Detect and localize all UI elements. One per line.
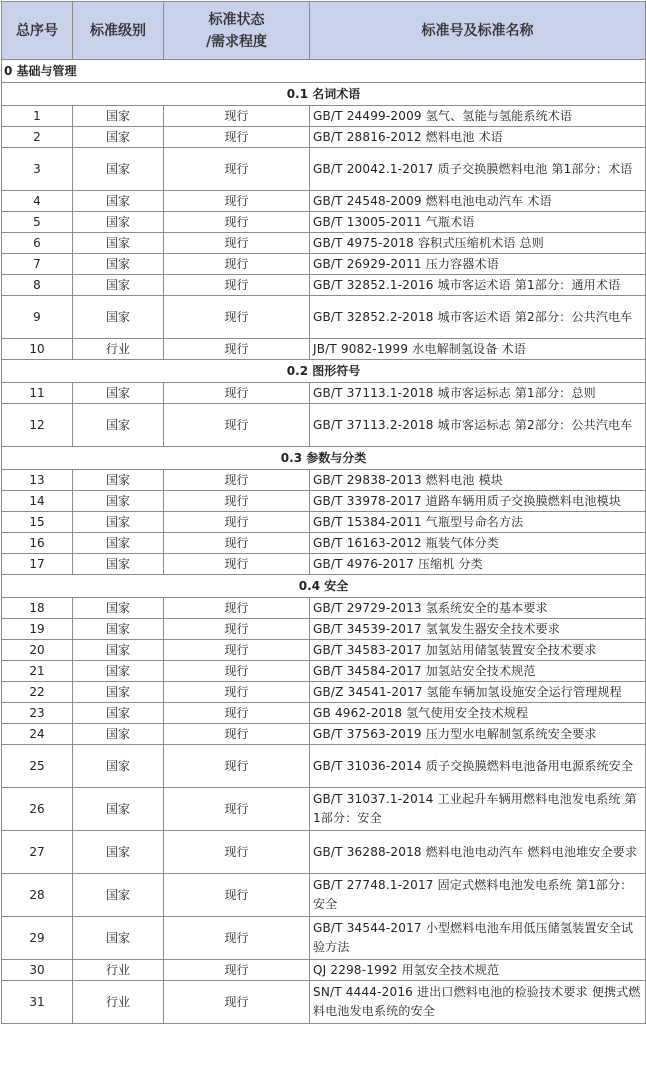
status-cell: 现行	[164, 619, 310, 640]
subsection-title: 0.1 名词术语	[2, 83, 646, 106]
status-cell: 现行	[164, 745, 310, 788]
serial-cell: 27	[2, 831, 73, 874]
status-cell: 现行	[164, 127, 310, 148]
table-row	[2, 512, 646, 533]
subsection-title: 0.3 参数与分类	[2, 447, 646, 470]
table-row	[2, 831, 646, 874]
status-cell: 现行	[164, 960, 310, 981]
header-serial: 总序号	[2, 2, 73, 60]
standard-name-cell: GB/T 36288-2018 燃料电池电动汽车 燃料电池堆安全要求	[310, 831, 646, 874]
subsection-row	[2, 83, 646, 106]
table-row	[2, 874, 646, 917]
standard-name-cell: GB/T 4976-2017 压缩机 分类	[310, 554, 646, 575]
standard-name-cell: SN/T 4444-2016 进出口燃料电池的检验技术要求 便携式燃料电池发电系统的安全	[310, 981, 646, 1024]
level-cell: 国家	[73, 661, 164, 682]
level-cell: 国家	[73, 682, 164, 703]
section-row	[2, 60, 646, 83]
table-header-row	[2, 2, 646, 60]
table-row	[2, 788, 646, 831]
level-cell: 国家	[73, 874, 164, 917]
standard-name-cell: GB/T 34583-2017 加氢站用储氢装置安全技术要求	[310, 640, 646, 661]
serial-cell: 16	[2, 533, 73, 554]
table-row	[2, 703, 646, 724]
serial-cell: 20	[2, 640, 73, 661]
serial-cell: 26	[2, 788, 73, 831]
status-cell: 现行	[164, 148, 310, 191]
level-cell: 行业	[73, 981, 164, 1024]
standard-name-cell: GB/T 24548-2009 燃料电池电动汽车 术语	[310, 191, 646, 212]
table-row	[2, 148, 646, 191]
serial-cell: 14	[2, 491, 73, 512]
table-row	[2, 554, 646, 575]
standard-name-cell: GB/T 29838-2013 燃料电池 模块	[310, 470, 646, 491]
table-row	[2, 745, 646, 788]
standard-name-cell: GB/T 16163-2012 瓶装气体分类	[310, 533, 646, 554]
serial-cell: 18	[2, 598, 73, 619]
table-row	[2, 275, 646, 296]
serial-cell: 2	[2, 127, 73, 148]
serial-cell: 8	[2, 275, 73, 296]
subsection-row	[2, 575, 646, 598]
status-cell: 现行	[164, 703, 310, 724]
standard-name-cell: GB/T 37113.1-2018 城市客运标志 第1部分：总则	[310, 383, 646, 404]
serial-cell: 5	[2, 212, 73, 233]
level-cell: 国家	[73, 127, 164, 148]
level-cell: 国家	[73, 724, 164, 745]
table-row	[2, 106, 646, 127]
serial-cell: 6	[2, 233, 73, 254]
table-row	[2, 682, 646, 703]
level-cell: 国家	[73, 296, 164, 339]
level-cell: 国家	[73, 554, 164, 575]
standard-name-cell: GB/T 20042.1-2017 质子交换膜燃料电池 第1部分：术语	[310, 148, 646, 191]
level-cell: 国家	[73, 512, 164, 533]
standard-name-cell: GB/T 34544-2017 小型燃料电池车用低压储氢装置安全试验方法	[310, 917, 646, 960]
serial-cell: 25	[2, 745, 73, 788]
standard-name-cell: QJ 2298-1992 用氢安全技术规范	[310, 960, 646, 981]
status-cell: 现行	[164, 640, 310, 661]
status-cell: 现行	[164, 724, 310, 745]
level-cell: 国家	[73, 917, 164, 960]
standard-name-cell: JB/T 9082-1999 水电解制氢设备 术语	[310, 339, 646, 360]
table-row	[2, 640, 646, 661]
table-row	[2, 383, 646, 404]
table-row	[2, 470, 646, 491]
standard-name-cell: GB/T 32852.1-2016 城市客运术语 第1部分：通用术语	[310, 275, 646, 296]
standard-name-cell: GB/T 34539-2017 氢氧发生器安全技术要求	[310, 619, 646, 640]
level-cell: 国家	[73, 640, 164, 661]
table-row	[2, 339, 646, 360]
standard-name-cell: GB/T 4975-2018 容积式压缩机术语 总则	[310, 233, 646, 254]
subsection-title: 0.2 图形符号	[2, 360, 646, 383]
level-cell: 国家	[73, 745, 164, 788]
level-cell: 国家	[73, 831, 164, 874]
standard-name-cell: GB/T 37563-2019 压力型水电解制氢系统安全要求	[310, 724, 646, 745]
table-row	[2, 254, 646, 275]
level-cell: 国家	[73, 404, 164, 447]
status-cell: 现行	[164, 470, 310, 491]
standard-name-cell: GB/T 33978-2017 道路车辆用质子交换膜燃料电池模块	[310, 491, 646, 512]
standard-name-cell: GB/T 13005-2011 气瓶术语	[310, 212, 646, 233]
serial-cell: 31	[2, 981, 73, 1024]
header-status	[164, 2, 310, 60]
status-cell: 现行	[164, 981, 310, 1024]
serial-cell: 9	[2, 296, 73, 339]
table-row	[2, 191, 646, 212]
table-row	[2, 533, 646, 554]
standard-name-cell: GB/T 37113.2-2018 城市客运标志 第2部分：公共汽电车	[310, 404, 646, 447]
serial-cell: 3	[2, 148, 73, 191]
level-cell: 国家	[73, 788, 164, 831]
level-cell: 行业	[73, 339, 164, 360]
status-cell: 现行	[164, 874, 310, 917]
table-row	[2, 233, 646, 254]
level-cell: 国家	[73, 619, 164, 640]
status-cell: 现行	[164, 554, 310, 575]
table-row	[2, 661, 646, 682]
status-cell: 现行	[164, 275, 310, 296]
serial-cell: 15	[2, 512, 73, 533]
level-cell: 行业	[73, 960, 164, 981]
serial-cell: 29	[2, 917, 73, 960]
status-cell: 现行	[164, 533, 310, 554]
table-row	[2, 619, 646, 640]
table-row	[2, 404, 646, 447]
level-cell: 国家	[73, 491, 164, 512]
serial-cell: 17	[2, 554, 73, 575]
level-cell: 国家	[73, 106, 164, 127]
table-row	[2, 917, 646, 960]
level-cell: 国家	[73, 703, 164, 724]
standard-name-cell: GB/T 15384-2011 气瓶型号命名方法	[310, 512, 646, 533]
table-row	[2, 491, 646, 512]
table-row	[2, 724, 646, 745]
level-cell: 国家	[73, 383, 164, 404]
serial-cell: 4	[2, 191, 73, 212]
status-cell: 现行	[164, 404, 310, 447]
status-cell: 现行	[164, 491, 310, 512]
serial-cell: 1	[2, 106, 73, 127]
status-cell: 现行	[164, 598, 310, 619]
standard-name-cell: GB/T 28816-2012 燃料电池 术语	[310, 127, 646, 148]
header-level: 标准级别	[73, 2, 164, 60]
section-title: 0 基础与管理	[2, 60, 646, 83]
serial-cell: 21	[2, 661, 73, 682]
header-standard-name: 标准号及标准名称	[310, 2, 646, 60]
level-cell: 国家	[73, 148, 164, 191]
status-cell: 现行	[164, 661, 310, 682]
header-status-line1: 标准状态	[208, 11, 265, 28]
level-cell: 国家	[73, 533, 164, 554]
status-cell: 现行	[164, 191, 310, 212]
level-cell: 国家	[73, 470, 164, 491]
serial-cell: 24	[2, 724, 73, 745]
status-cell: 现行	[164, 788, 310, 831]
level-cell: 国家	[73, 275, 164, 296]
status-cell: 现行	[164, 512, 310, 533]
status-cell: 现行	[164, 682, 310, 703]
subsection-row	[2, 447, 646, 470]
standard-name-cell: GB/T 29729-2013 氢系统安全的基本要求	[310, 598, 646, 619]
standard-name-cell: GB/Z 34541-2017 氢能车辆加氢设施安全运行管理规程	[310, 682, 646, 703]
standard-name-cell: GB/T 34584-2017 加氢站安全技术规范	[310, 661, 646, 682]
standards-table	[1, 1, 646, 1024]
serial-cell: 10	[2, 339, 73, 360]
standard-name-cell: GB/T 27748.1-2017 固定式燃料电池发电系统 第1部分：安全	[310, 874, 646, 917]
serial-cell: 19	[2, 619, 73, 640]
status-cell: 现行	[164, 106, 310, 127]
level-cell: 国家	[73, 212, 164, 233]
status-cell: 现行	[164, 831, 310, 874]
subsection-row	[2, 360, 646, 383]
serial-cell: 28	[2, 874, 73, 917]
table-row	[2, 960, 646, 981]
status-cell: 现行	[164, 339, 310, 360]
table-row	[2, 598, 646, 619]
serial-cell: 7	[2, 254, 73, 275]
status-cell: 现行	[164, 233, 310, 254]
table-row	[2, 981, 646, 1024]
status-cell: 现行	[164, 296, 310, 339]
level-cell: 国家	[73, 233, 164, 254]
table-row	[2, 212, 646, 233]
serial-cell: 11	[2, 383, 73, 404]
serial-cell: 13	[2, 470, 73, 491]
level-cell: 国家	[73, 254, 164, 275]
level-cell: 国家	[73, 191, 164, 212]
level-cell: 国家	[73, 598, 164, 619]
standard-name-cell: GB/T 26929-2011 压力容器术语	[310, 254, 646, 275]
table-row	[2, 127, 646, 148]
standard-name-cell: GB/T 31037.1-2014 工业起升车辆用燃料电池发电系统 第1部分：安全	[310, 788, 646, 831]
standard-name-cell: GB/T 32852.2-2018 城市客运术语 第2部分：公共汽电车	[310, 296, 646, 339]
standard-name-cell: GB/T 31036-2014 质子交换膜燃料电池备用电源系统安全	[310, 745, 646, 788]
status-cell: 现行	[164, 383, 310, 404]
status-cell: 现行	[164, 212, 310, 233]
subsection-title: 0.4 安全	[2, 575, 646, 598]
serial-cell: 30	[2, 960, 73, 981]
status-cell: 现行	[164, 917, 310, 960]
serial-cell: 22	[2, 682, 73, 703]
standard-name-cell: GB 4962-2018 氢气使用安全技术规程	[310, 703, 646, 724]
serial-cell: 23	[2, 703, 73, 724]
standard-name-cell: GB/T 24499-2009 氢气、氢能与氢能系统术语	[310, 106, 646, 127]
table-row	[2, 296, 646, 339]
status-cell: 现行	[164, 254, 310, 275]
header-status-line2: /需求程度	[205, 33, 268, 50]
serial-cell: 12	[2, 404, 73, 447]
